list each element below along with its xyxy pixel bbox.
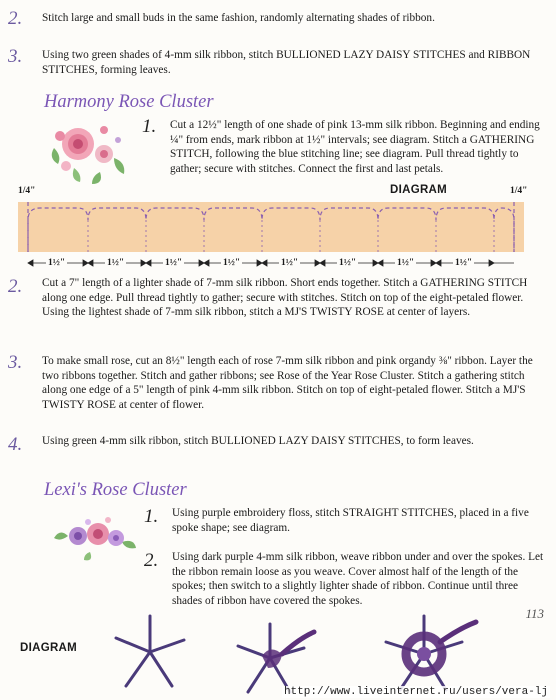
step-number: 4. <box>8 434 23 455</box>
step-number: 2. <box>144 550 159 571</box>
rose-icon <box>69 517 124 546</box>
step-number: 3. <box>8 352 23 373</box>
interval-label: 1½" <box>339 258 357 268</box>
interval-label: 1½" <box>397 258 415 268</box>
interval-label: 1½" <box>223 258 241 268</box>
section-heading: Harmony Rose Cluster <box>44 92 214 112</box>
step-text: Using dark purple 4-mm silk ribbon, weave ribbon under and over the spokes. Let the ribbon remain loose as you weave. Cover almost half of the length of the spokes; then switch to a slightly lighter shade of ribbon. Continue until three shades of ribbon have covered the spokes. <box>172 551 544 607</box>
interval-label: 1½" <box>165 258 183 268</box>
end-margin-label: 1/4" <box>510 186 528 196</box>
step-text: Cut a 12½" length of one shade of pink 13-mm silk ribbon. Beginning and ending ¼" from ends, mark ribbon at 1½" intervals; see diagram. Stitch a GATHERING STITCH, following the blue stitching line; see diagram. Pull thread tightly to gather; secure with stitches. Connect the first and last petals. <box>170 119 540 175</box>
step-text: Stitch large and small buds in the same fashion, randomly alternating shades of ribbon. <box>42 12 435 24</box>
interval-label: 1½" <box>107 258 125 268</box>
spoke-diagram-weaving-progress <box>380 612 480 694</box>
rose-cluster-illustration <box>44 118 134 186</box>
interval-arrows <box>18 256 526 270</box>
interval-label: 1½" <box>455 258 473 268</box>
ribbon-gathering-diagram <box>18 196 526 256</box>
step-text: Using purple embroidery floss, stitch STRAIGHT STITCHES, placed in a five spoke shape; see diagram. <box>172 507 529 534</box>
spoke-diagram-straight-stitches <box>110 612 190 692</box>
section-heading: Lexi's Rose Cluster <box>44 480 187 500</box>
interval-label: 1½" <box>48 258 66 268</box>
step-number: 1. <box>142 116 157 137</box>
end-margin-label: 1/4" <box>18 186 36 196</box>
step-text: Cut a 7" length of a lighter shade of 7-mm silk ribbon. Short ends together. Stitch a GATHERING STITCH along one edge. Pull thread tightly to gather; secure with stitches. Stitch on top of the eight-petaled flower. Using the lightest shade of 7-mm silk ribbon, stitch a MJ'S TWISTY ROSE at center of layers. <box>42 277 528 319</box>
step-number: 1. <box>144 506 159 527</box>
step-number: 3. <box>8 46 23 67</box>
lexi-rose-illustration <box>50 512 140 562</box>
step-number: 2. <box>8 276 23 297</box>
diagram-title: DIAGRAM <box>20 642 78 654</box>
step-text: Using two green shades of 4-mm silk ribbon, stitch BULLIONED LAZY DAISY STITCHES and RIBBON STITCHES, forming leaves. <box>42 49 531 76</box>
rose-icon <box>55 126 121 171</box>
interval-label: 1½" <box>281 258 299 268</box>
watermark-url: http://www.liveinternet.ru/users/vera-lj <box>283 686 548 698</box>
step-text: To make small rose, cut an 8½" length each of rose 7-mm silk ribbon and pink organdy ⅜" ribbon. Layer the two ribbons together. Stitch and gather ribbons; see Rose of the Year Rose Cluster. Stitch a gathering stitch along one edge of a 5" length of pink 4-mm silk ribbon. Stitch on top of eight-petaled flower. Stitch a MJ'S TWISTY ROSE at center of flower. <box>42 355 533 411</box>
page-number: 113 <box>525 606 544 621</box>
diagram-title: DIAGRAM <box>390 184 448 196</box>
step-number: 2. <box>8 8 23 29</box>
step-text: Using green 4-mm silk ribbon, stitch BULLIONED LAZY DAISY STITCHES, to form leaves. <box>42 435 474 447</box>
